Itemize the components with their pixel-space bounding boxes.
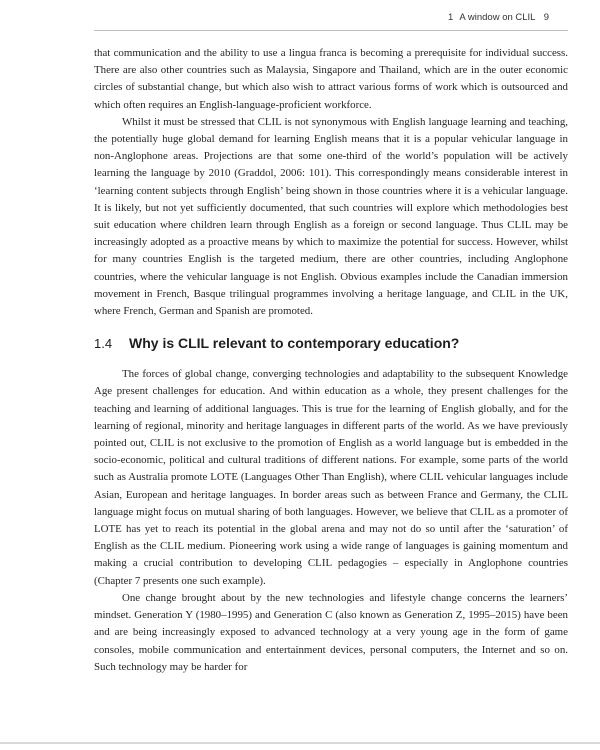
paragraph: that communication and the ability to use a lingua franca is becoming a prerequisite for individual success. There are also other countries such as Malaysia, Singapore and Thailand, which are in the outer economic circles of substantial change, but which also wish to attract various forms of work which is outsourced and which often requires an English-language-proficient workforce. [94, 47, 568, 111]
running-header [448, 12, 568, 26]
header-divider [94, 30, 568, 31]
section-title: Why is CLIL relevant to contemporary education? [129, 335, 460, 352]
page-bottom-divider [0, 742, 600, 744]
paragraph: One change brought about by the new technologies and lifestyle change concerns the learners’ mindset. Generation Y (1980–1995) and Generation C (also known as Generation Z, 1995–2015) have been and are being increasingly exposed to advanced technology at a very young age in the form of game consoles, mobile communication and entertainment devices, personal computers, the Internet and so on. Such technology may be harder for [94, 591, 568, 673]
paragraph: Whilst it must be stressed that CLIL is not synonymous with English language learning and teaching, the potentially huge global demand for learning English means that it is a popular vehicular language in non-Anglophone areas. Projections are that some one-third of the world’s population will be actively learning the language by 2010 (Graddol, 2006: 101). This correspondingly means considerable interest in ‘learning content subjects through English’ being shown in those countries where it is a vehicular language. It is likely, but not yet sufficiently documented, that such countries will explore which methodologies best suit education where children learn through English as a foreign or second language. Thus CLIL may be increasingly adopted as a proactive means by which to maximize the potential for success. However, whilst for many countries English is the targeted medium, there are other countries, including Anglophone countries, where the vehicular language is not English. Obvious examples include the Canadian immersion movement in French, Basque trilingual programmes involving a heritage language, and CLIL in the UK, where French, German and Spanish are promoted. [94, 115, 568, 318]
paragraph: The forces of global change, converging technologies and adaptability to the subsequent Knowledge Age present challenges for education. And within education as a whole, they present challenges for the teaching and learning of additional languages. This is true for the learning of English globally, and for the learning of regional, minority and heritage languages in different parts of the world. As we have previously pointed out, CLIL is not exclusive to the promotion of English as a world language but is embedded in the socio-economic, political and cultural traditions of different nations. For example, some parts of the world such as Australia promote LOTE (Languages Other Than English), where CLIL vehicular languages include Asian, European and heritage languages. In border areas such as between France and Germany, the CLIL language might focus on mutual sharing of both languages. However, we believe that CLIL as a promoter of LOTE has yet to reach its potential in the global arena and may not do so until after the ‘saturation’ of English as the CLIL medium. Pioneering work using a wide range of languages is gaining momentum and making a crucial contribution to developing CLIL pedagogies – especially in Anglophone countries (Chapter 7 presents one such example). [94, 368, 568, 587]
chapter-number: 1 [448, 12, 454, 23]
chapter-title: A window on CLIL [459, 12, 536, 23]
body-text [94, 45, 568, 676]
section-number: 1.4 [94, 336, 113, 352]
page-number: 9 [543, 12, 550, 23]
section-heading [94, 335, 568, 351]
